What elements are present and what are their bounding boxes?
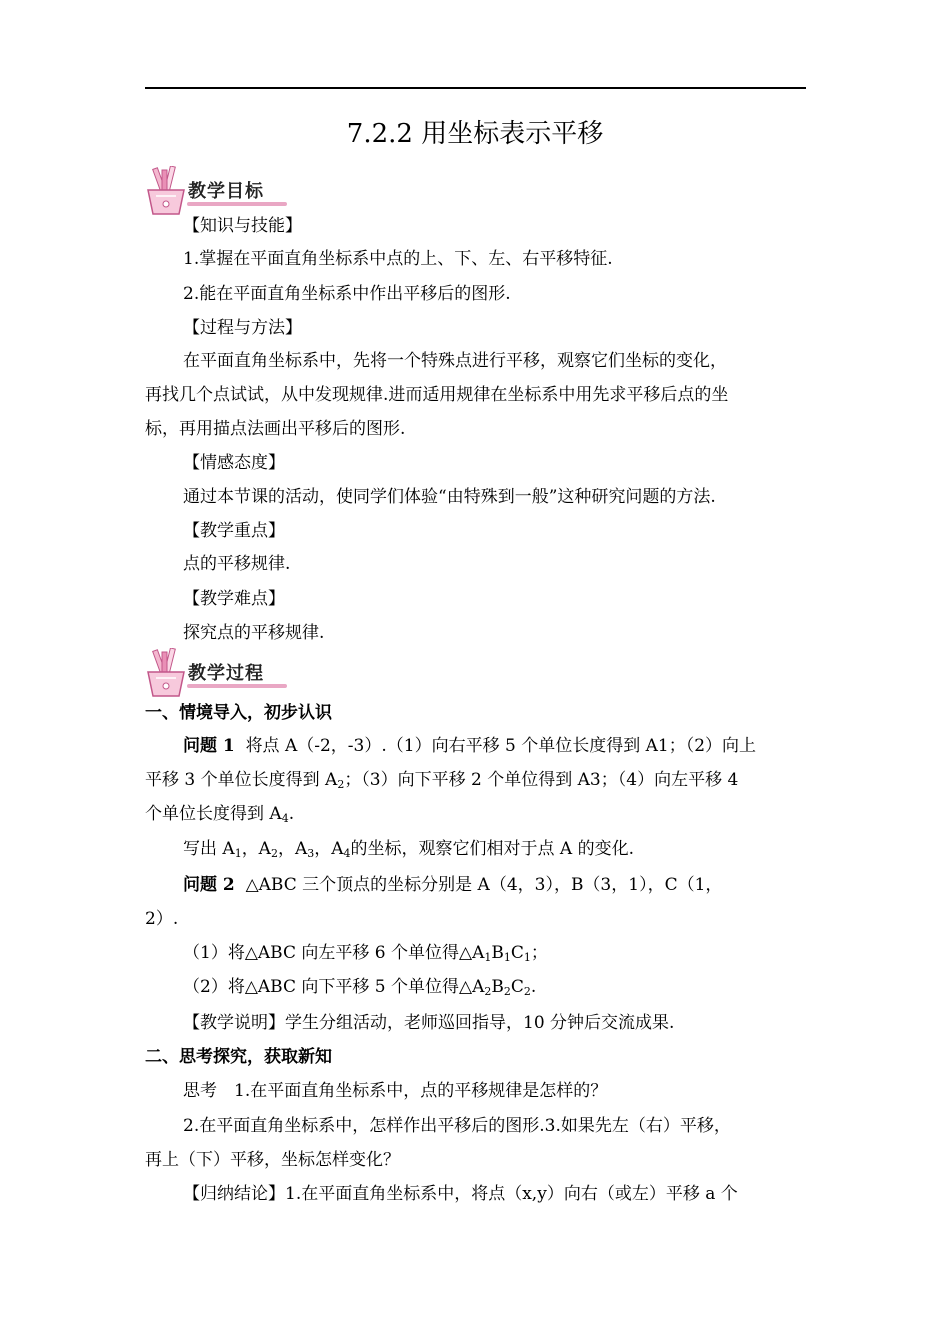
emotion-heading: 【情感态度】 (183, 453, 285, 473)
header-rule (145, 87, 806, 89)
think-line-3: 再上（下）平移，坐标怎样变化？ (145, 1150, 400, 1170)
section-1-heading: 一、情境导入，初步认识 (145, 703, 332, 723)
knowledge-item-1: 1.掌握在平面直角坐标系中点的上、下、左、右平移特征. (183, 249, 613, 269)
question-2-line-2: 2）. (145, 909, 179, 929)
think-line-2: 2.在平面直角坐标系中，怎样作出平移后的图形.3.如果先左（右）平移， (183, 1116, 731, 1136)
question-1-line-3: 个单位长度得到 $A_4$. (145, 804, 295, 825)
question-2-item-1: （1）将△ABC 向左平移 6 个单位得$\triangle A_1B_1C_1$； (183, 943, 548, 964)
section-2-heading: 二、思考探究，获取新知 (145, 1047, 332, 1067)
process-text-line-1: 在平面直角坐标系中，先将一个特殊点进行平移，观察它们坐标的变化， (183, 351, 727, 371)
think-line-1: 思考 1.在平面直角坐标系中，点的平移规律是怎样的？ (183, 1081, 608, 1101)
pencil-cup-icon (143, 648, 189, 700)
process-text-line-2: 再找几个点试试，从中发现规律.进而适用规律在坐标系中用先求平移后点的坐 (145, 385, 729, 405)
emotion-text: 通过本节课的活动，使同学们体验“由特殊到一般”这种研究问题的方法. (183, 487, 716, 507)
goals-badge (143, 166, 293, 218)
goals-badge-label: 教学目标 (188, 181, 264, 202)
page-title: 7.2.2 用坐标表示平移 (346, 119, 604, 149)
question-2-line-1: 问题 2 △ABC 三个顶点的坐标分别是 A（4，3），B（3，1），C（1， (183, 875, 723, 895)
knowledge-heading: 【知识与技能】 (183, 216, 302, 236)
teaching-note: 【教学说明】学生分组活动，老师巡回指导，10 分钟后交流成果. (183, 1013, 675, 1033)
question-1-line-2: 平移 3 个单位长度得到 $A_2$；（3）向下平移 2 个单位得到 A3；（4）向左平移 4 (145, 770, 739, 791)
difficulty-heading: 【教学难点】 (183, 589, 285, 609)
goals-badge-underline (187, 202, 287, 206)
question-2-item-2: （2）将△ABC 向下平移 5 个单位得$\triangle A_2B_2C_2$. (183, 977, 537, 998)
knowledge-item-2: 2.能在平面直角坐标系中作出平移后的图形. (183, 284, 511, 304)
key-point-heading: 【教学重点】 (183, 521, 285, 541)
question-1-label: 问题 1 (183, 736, 235, 756)
key-point-text: 点的平移规律. (183, 554, 291, 574)
question-2-label: 问题 2 (183, 875, 235, 895)
question-1-line-1: 问题 1 将点 A（-2，-3）.（1）向右平移 5 个单位长度得到 A1；（2）向上 (183, 736, 757, 756)
process-badge (143, 648, 293, 700)
process-badge-label: 教学过程 (188, 663, 264, 684)
difficulty-text: 探究点的平移规律. (183, 623, 325, 643)
process-badge-underline (187, 684, 287, 688)
process-text-line-3: 标，再用描点法画出平移后的图形. (145, 419, 406, 439)
question-1-task: 写出 $A_1$，$A_2$，$A_3$，$A_4$的坐标，观察它们相对于点 A 的变化. (183, 839, 635, 860)
pencil-cup-icon (143, 166, 189, 218)
process-heading: 【过程与方法】 (183, 318, 302, 338)
conclusion-line-1: 【归纳结论】1.在平面直角坐标系中，将点（x,y）向右（或左）平移 a 个 (183, 1184, 738, 1204)
